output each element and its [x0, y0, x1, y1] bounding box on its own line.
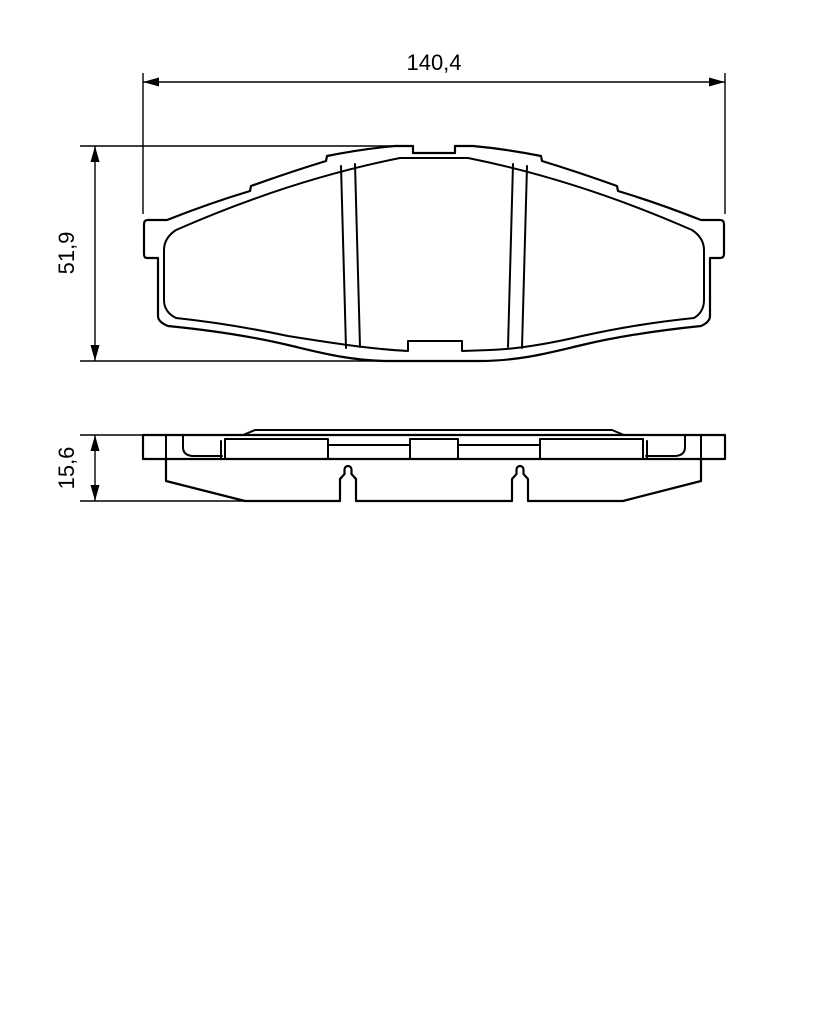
arrowhead-left — [143, 78, 159, 87]
side-friction-block — [166, 459, 701, 501]
pad-friction-outline — [164, 158, 704, 351]
dimension-width — [143, 50, 725, 214]
arrowhead-top — [91, 435, 100, 451]
side-shim-left — [225, 439, 328, 459]
dimension-label-thickness: 15,6 — [54, 446, 79, 490]
pad-slot-left-line1 — [341, 166, 346, 348]
pad-slot-right-line2 — [522, 166, 527, 348]
brake-pad-side-view — [143, 430, 725, 501]
pad-slot-right-line1 — [508, 164, 513, 347]
side-right-bracket — [646, 435, 685, 456]
arrowhead-bottom — [91, 485, 100, 501]
dimension-label-width: 140,4 — [406, 50, 462, 75]
arrowhead-top — [91, 146, 100, 162]
side-shim-right — [540, 439, 643, 459]
side-shim-center — [410, 439, 458, 459]
pad-slot-left-line2 — [355, 164, 360, 347]
pad-backplate-outline — [144, 146, 724, 361]
side-left-bracket — [183, 435, 222, 456]
brake-pad-top-view — [144, 146, 724, 361]
dimension-label-height: 51,9 — [54, 231, 79, 275]
dimension-thickness — [54, 435, 247, 501]
arrowhead-right — [709, 78, 725, 87]
arrowhead-bottom — [91, 345, 100, 361]
